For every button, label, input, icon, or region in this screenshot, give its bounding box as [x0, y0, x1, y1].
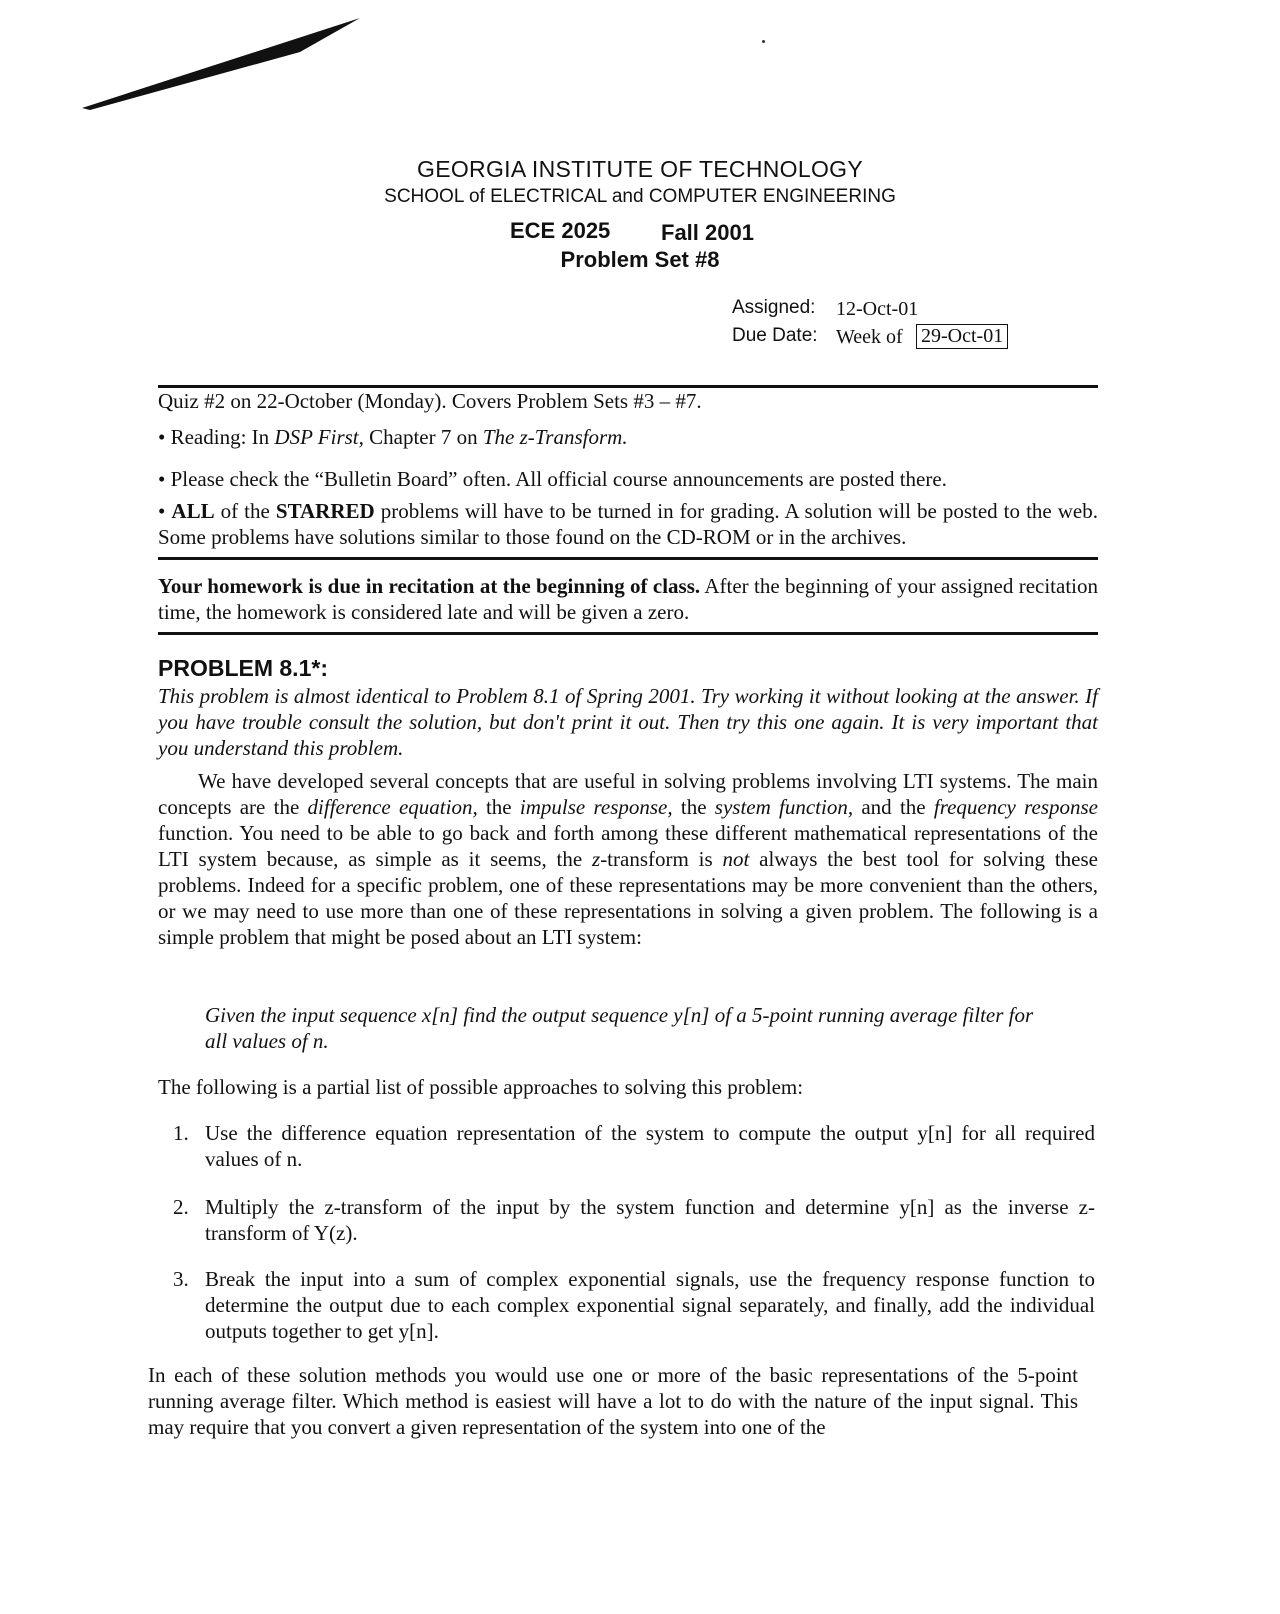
divider-bottom: [158, 632, 1098, 635]
problem-intro: This problem is almost identical to Problem 8.1 of Spring 2001. Try working it without looking at the answer. If you have trouble consult the solution, but don't print it out. Then try this one again. It is very important that you understand this problem.: [158, 684, 1098, 760]
reading-notice: • Reading: In DSP First, Chapter 7 on The z-Transform.: [158, 425, 628, 449]
closing-paragraph: In each of these solution methods you would use one or more of the basic representations of the 5-point running average filter. Which method is easiest will have a lot to do with the nature of the input signal. This may require that you convert a given representation of the system into one of the: [148, 1363, 1078, 1439]
course-number: ECE 2025: [510, 218, 611, 243]
due-date-box: 29-Oct-01: [916, 324, 1008, 349]
problem-statement-quote: Given the input sequence x[n] find the output sequence y[n] of a 5-point running average filter for all values of n.: [205, 1003, 1034, 1053]
scan-streak-mark: [0, 0, 400, 130]
scan-dot: [762, 40, 765, 43]
problem-body-paragraph: We have developed several concepts that are useful in solving problems involving LTI systems. The main concepts are the difference equation, the impulse response, the system function, and the frequency response function. You need to be able to go back and forth among these different mathematical representations of the LTI system because, as simple as it seems, the z-transform is not always the best tool for solving these problems. Indeed for a specific problem, one of these representations may be more convenient than the others, or we may need to use more than one of these representations in solving a given problem. The following is a simple problem that might be posed about an LTI system:: [158, 769, 1099, 949]
starred-notice: • ALL of the STARRED problems will have to be turned in for grading. A solution will be posted to the web. Some problems have solutions similar to those found on the CD-ROM or in the archives.: [158, 499, 1099, 549]
institute-name: GEORGIA INSTITUTE OF TECHNOLOGY: [417, 156, 863, 182]
list-item: 2. Multiply the z-transform of the input by the system function and determine y[n] as the inverse z-transform of Y(z).: [173, 1195, 1095, 1245]
homework-notice: Your homework is due in recitation at the beginning of class. After the beginning of your assigned recitation time, the homework is considered late and will be given a zero.: [158, 574, 1098, 624]
list-item: 3. Break the input into a sum of complex exponential signals, use the frequency response function to determine the output due to each complex exponential signal separately, and finally, add the individual outputs together to get y[n].: [173, 1267, 1095, 1343]
divider-middle: [158, 557, 1098, 560]
school-name: SCHOOL of ELECTRICAL and COMPUTER ENGINEERING: [384, 186, 896, 207]
course-term: Fall 2001: [661, 220, 754, 245]
assigned-label: Assigned:: [732, 297, 816, 318]
quiz-notice: Quiz #2 on 22-October (Monday). Covers Problem Sets #3 – #7.: [158, 389, 702, 413]
due-label: Due Date:: [732, 325, 818, 346]
list-item: 1. Use the difference equation representation of the system to compute the output y[n] for all required values of n.: [173, 1121, 1095, 1171]
assigned-date: 12-Oct-01: [836, 298, 919, 320]
problem-set-title: Problem Set #8: [560, 247, 720, 272]
problem-title: PROBLEM 8.1*:: [158, 655, 328, 681]
approaches-intro: The following is a partial list of possible approaches to solving this problem:: [158, 1075, 804, 1099]
bulletin-notice: • Please check the “Bulletin Board” often. All official course announcements are posted there.: [158, 467, 947, 491]
due-prefix: Week of: [836, 326, 903, 348]
